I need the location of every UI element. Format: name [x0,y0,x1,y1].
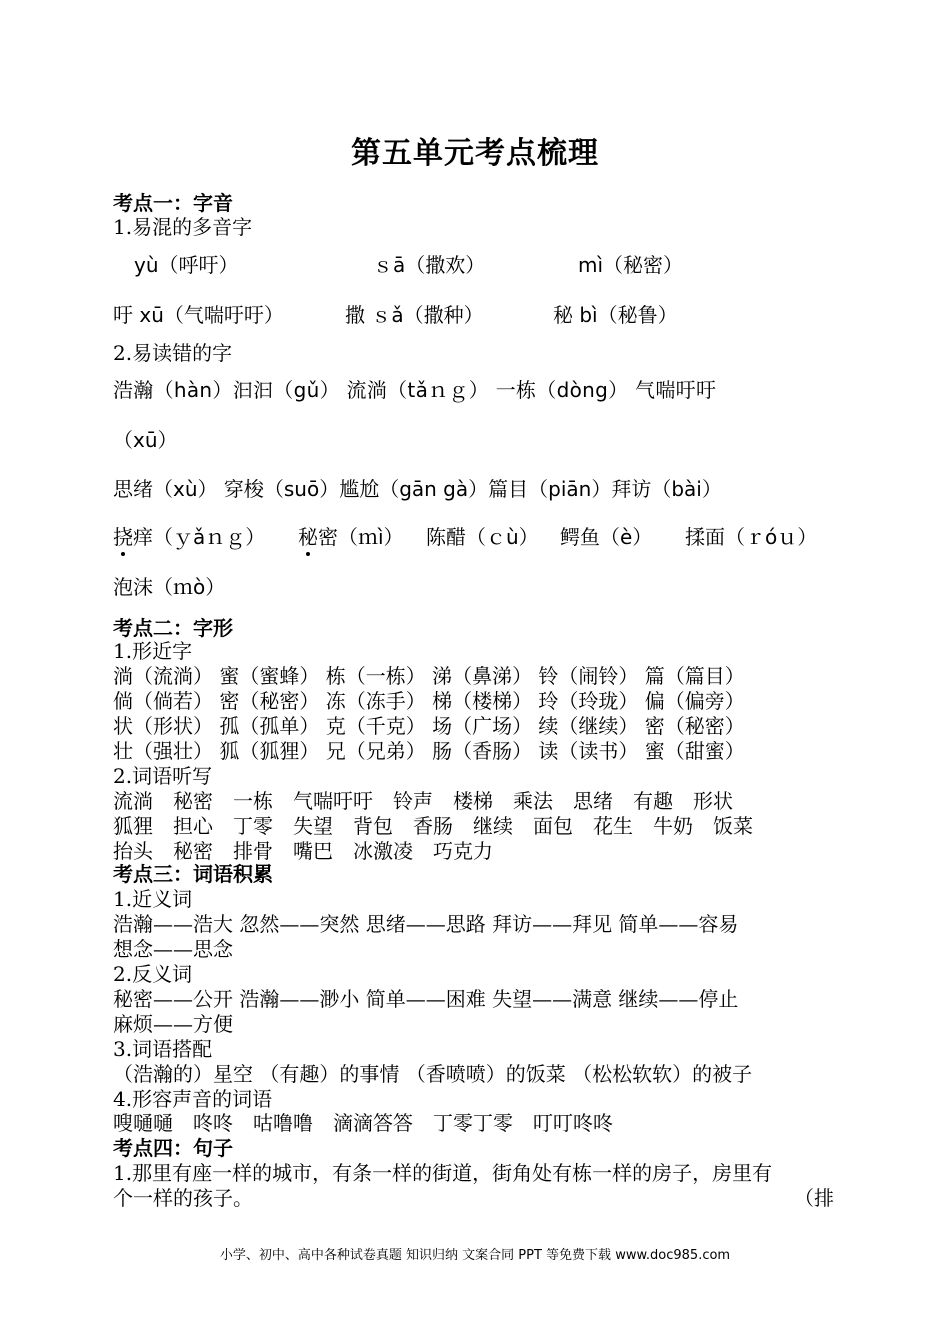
misread-word-rest: 密（ｍì） [318,525,404,549]
misread-word [113,525,265,549]
section-heading-sentences: 考点四：句子 [113,1136,233,1160]
polyphone-item: mì（秘密） [578,253,684,277]
misread-word [560,525,652,549]
similar-chars-row: 壮（强壮） 狐（狐狸） 兄（兄弟） 肠（香肠） 读（读书） 蜜（甜蜜） [113,739,745,763]
misread-word-rest: 鳄鱼（è） [560,525,653,549]
sentence-line: 个一样的孩子。 [113,1186,253,1210]
synonyms-row: 浩瀚——浩大 忽然——突然 思绪——思路 拜访——拜见 简单——容易 [113,912,739,936]
misread-row: 思绪（xù） 穿梭（suō）尴尬（gān gà）篇目（piān）拜访（bài） [113,477,722,501]
page-title: 第五单元考点梳理 [351,136,599,171]
subheading-similar-chars: 1.形近字 [113,639,193,663]
subheading-synonyms: 1.近义词 [113,887,193,911]
misread-word [426,525,539,549]
misread-word [298,525,404,549]
subheading-polyphones: 1.易混的多音字 [113,215,253,239]
section-heading-glyphs: 考点二：字形 [113,616,233,640]
synonyms-row: 想念——思念 [113,937,233,961]
subheading-collocations: 3.词语搭配 [113,1037,213,1061]
misread-row: （xū） [113,428,178,452]
emphasis-char: 挠 [113,525,133,549]
misread-word-rest: 揉面（ｒóｕ） [685,525,818,549]
similar-chars-row: 状（形状） 孤（孤单） 克（千克） 场（广场） 续（继续） 密（秘密） [113,714,745,738]
polyphone-item: 吁 xū（气喘吁吁） [113,303,284,327]
subheading-sound-words: 4.形容声音的词语 [113,1087,273,1111]
polyphone-item: ｓā（撒欢） [373,253,486,277]
misread-word-rest: 痒（ｙǎｎｇ） [133,525,266,549]
collocations-row: （浩瀚的）星空 （有趣）的事情 （香喷喷）的饭菜 （松松软软）的被子 [113,1062,753,1086]
polyphone-item: 撒 ｓǎ（撒种） [345,303,484,327]
section-heading-pronunciation: 考点一：字音 [113,191,233,215]
sentence-line: 1.那里有座一样的城市，有条一样的街道，街角处有栋一样的房子，房里有 [113,1161,773,1185]
page-footer: 小学、初中、高中各种试卷真题 知识归纳 文案合同 PPT 等免费下载 www.doc985.com [219,1248,731,1263]
misread-row: 浩瀚（hàn）汩汩（gǔ） 流淌（tǎｎｇ） 一栋（dòng） 气喘吁吁 [113,378,717,402]
misread-row-dotted [113,525,265,549]
polyphone-item: yù（呼吁） [134,253,239,277]
misread-word-rest: 陈醋（ｃù） [426,525,539,549]
section-heading-vocabulary: 考点三：词语积累 [113,862,273,886]
polyphone-item: 秘 bì（秘鲁） [553,303,678,327]
antonyms-row: 秘密——公开 浩瀚——渺小 简单——困难 失望——满意 继续——停止 [113,987,739,1011]
misread-row: 泡沫（ｍò） [113,575,226,599]
misread-word [685,525,817,549]
similar-chars-row: 倘（倘若） 密（秘密） 冻（冻手） 梯（楼梯） 玲（玲珑） 偏（偏旁） [113,689,745,713]
dictation-row: 狐狸 担心 丁零 失望 背包 香肠 继续 面包 花生 牛奶 饭菜 [113,814,753,838]
emphasis-char: 秘 [298,525,318,549]
dictation-row: 抬头 秘密 排骨 嘴巴 冰激凌 巧克力 [113,839,493,863]
subheading-antonyms: 2.反义词 [113,962,193,986]
subheading-dictation: 2.词语听写 [113,764,213,788]
similar-chars-row: 淌（流淌） 蜜（蜜蜂） 栋（一栋） 涕（鼻涕） 铃（闹铃） 篇（篇目） [113,664,745,688]
antonyms-row: 麻烦——方便 [113,1012,233,1036]
subheading-easy-misread: 2.易读错的字 [113,341,233,365]
dictation-row: 流淌 秘密 一栋 气喘吁吁 铃声 楼梯 乘法 思绪 有趣 形状 [113,789,733,813]
sound-words-row: 嗖嗵嗵 咚咚 咕噜噜 滴滴答答 丁零丁零 叮叮咚咚 [113,1111,613,1135]
sentence-line-right: （排 [794,1186,834,1210]
